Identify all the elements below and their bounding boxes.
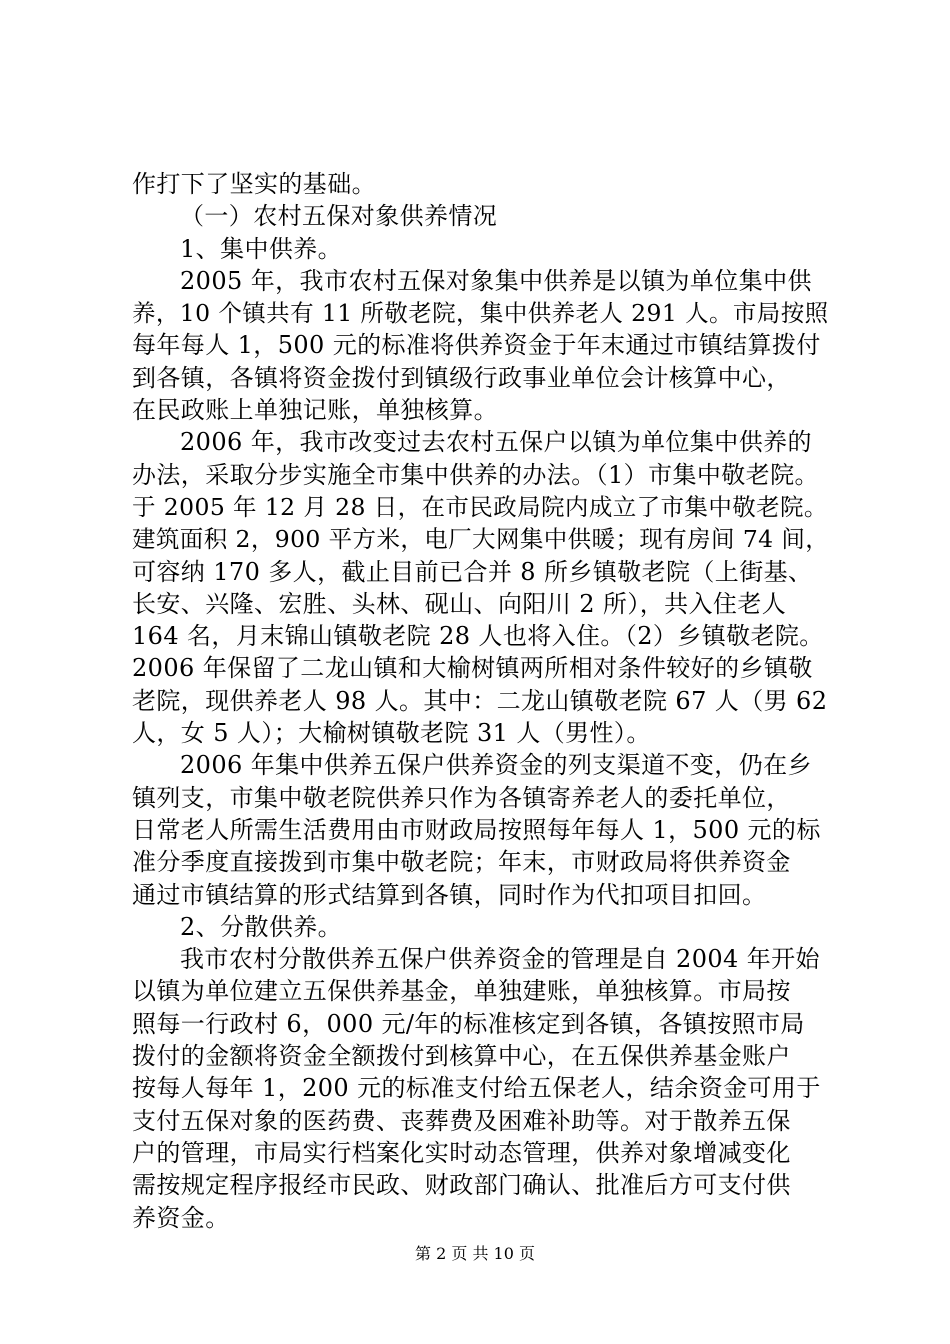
page-footer: 第 2 页 共 10 页 [415,1244,535,1263]
text-line: 在民政账上单独记账，单独核算。 [132,396,498,425]
text-line: 照每一行政村 6，000 元/年的标准核定到各镇，各镇按照市局 [132,1009,805,1038]
text-line: 长安、兴隆、宏胜、头林、砚山、向阳川 2 所），共入住老人 [132,589,787,618]
text-line: 以镇为单位建立五保供养基金，单独建账，单独核算。市局按 [132,977,791,1006]
text-line: 支付五保对象的医药费、丧葬费及困难补助等。对于散养五保 [132,1106,791,1135]
text-line: 镇列支，市集中敬老院供养只作为各镇寄养老人的委托单位， [132,783,791,812]
text-line: 可容纳 170 多人，截止目前已合并 8 所乡镇敬老院（上街基、 [132,557,813,586]
text-line: 老院，现供养老人 98 人。其中：二龙山镇敬老院 67 人（男 62 [132,686,828,715]
text-line: 到各镇，各镇将资金拨付到镇级行政事业单位会计核算中心， [132,363,791,392]
text-line: 2005 年，我市农村五保对象集中供养是以镇为单位集中供 [180,266,812,295]
text-line: 我市农村分散供养五保户供养资金的管理是自 2004 年开始 [180,945,820,974]
text-line: 通过市镇结算的形式结算到各镇，同时作为代扣项目扣回。 [132,880,767,909]
text-line: 人，女 5 人）；大榆树镇敬老院 31 人（男性）。 [132,719,651,748]
document-body [132,168,832,1234]
text-line: 需按规定程序报经市民政、财政部门确认、批准后方可支付供 [132,1171,791,1200]
text-line: 准分季度直接拨到市集中敬老院；年末，市财政局将供养资金 [132,848,791,877]
text-line: 日常老人所需生活费用由市财政局按照每年每人 1，500 元的标 [132,815,821,844]
text-line: 于 2005 年 12 月 28 日，在市民政局院内成立了市集中敬老院。 [132,492,828,521]
text-line: 2006 年集中供养五保户供养资金的列支渠道不变，仍在乡 [180,751,812,780]
text-line: 建筑面积 2，900 平方米，电厂大网集中供暖；现有房间 74 间， [132,525,830,554]
text-line: 2006 年保留了二龙山镇和大榆树镇两所相对条件较好的乡镇敬 [132,654,813,683]
text-line: 养，10 个镇共有 11 所敬老院，集中供养老人 291 人。市局按照 [132,299,829,328]
text-line: 每年每人 1，500 元的标准将供养资金于年末通过市镇结算拨付 [132,331,821,360]
text-line: 作打下了坚实的基础。 [132,170,376,198]
text-line: 1、集中供养。 [180,234,343,263]
text-line: 养资金。 [132,1203,230,1232]
text-line: 2、分散供养。 [180,912,343,941]
text-line: 按每人每年 1，200 元的标准支付给五保老人，结余资金可用于 [132,1074,821,1103]
text-line: 2006 年，我市改变过去农村五保户以镇为单位集中供养的 [180,428,812,457]
text-line: 164 名，月末锦山镇敬老院 28 人也将入住。（2）乡镇敬老院。 [132,622,824,651]
text-line: 户的管理，市局实行档案化实时动态管理，供养对象增减变化 [132,1138,791,1167]
text-line: 拨付的金额将资金全额拨付到核算中心，在五保供养基金账户 [132,1042,791,1071]
text-line: 办法，采取分步实施全市集中供养的办法。（1）市集中敬老院。 [132,460,819,489]
text-line: （一）农村五保对象供养情况 [180,202,498,231]
